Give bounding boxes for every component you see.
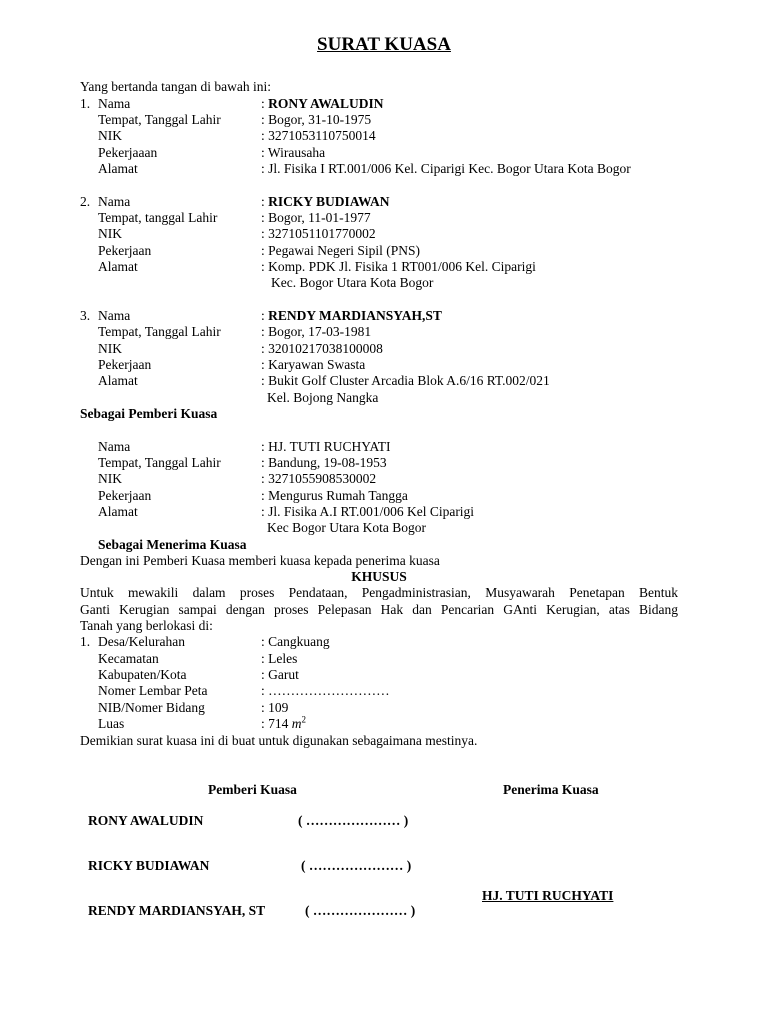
receiver-name-label: Nama — [98, 439, 131, 454]
signer-3-signature: ( ………………… ) — [305, 903, 416, 918]
person-1-nik-label: NIK — [98, 128, 122, 143]
land-nib-label: NIB/Nomer Bidang — [98, 700, 205, 715]
land-peta: : ……………………… — [261, 683, 390, 698]
person-2-name-label: Nama — [98, 194, 131, 209]
person-3-job: : Karyawan Swasta — [261, 357, 366, 372]
penerima-kuasa-heading: Sebagai Menerima Kuasa — [98, 537, 247, 552]
intro-text: Yang bertanda tangan di bawah ini: — [80, 79, 271, 94]
person-3-nik: : 32010217038100008 — [261, 341, 383, 356]
land-luas — [261, 716, 306, 732]
purpose-line-2: Ganti Kerugian sampai dengan proses Pelepasan Hak dan Pencarian GAnti Kerugian, atas Bidang — [80, 602, 678, 617]
person-3-name-label: Nama — [98, 308, 131, 323]
person-1-job-label: Pekerjaaan — [98, 145, 158, 160]
person-2-job-label: Pekerjaan — [98, 243, 152, 258]
receiver-ttl: : Bandung, 19-08-1953 — [261, 455, 387, 470]
person-2-name-value: RICKY BUDIAWAN — [268, 194, 390, 209]
person-1-name-value: RONY AWALUDIN — [268, 96, 384, 111]
document-title: SURAT KUASA — [317, 34, 451, 55]
person-3-job-label: Pekerjaan — [98, 357, 152, 372]
person-3-address: : Bukit Golf Cluster Arcadia Blok A.6/16 RT.002/021 — [261, 373, 550, 388]
receiver-address-label: Alamat — [98, 504, 138, 519]
signer-1-name: RONY AWALUDIN — [88, 813, 204, 828]
closing-text: Demikian surat kuasa ini di buat untuk digunakan sebagaimana mestinya. — [80, 733, 478, 748]
land-kabupaten-label: Kabupaten/Kota — [98, 667, 187, 682]
person-3-ttl-label: Tempat, Tanggal Lahir — [98, 324, 221, 339]
land-peta-label: Nomer Lembar Peta — [98, 683, 208, 698]
person-1-number: 1. — [80, 96, 91, 111]
signer-3-name: RENDY MARDIANSYAH, ST — [88, 903, 266, 918]
person-1-nik: : 3271053110750014 — [261, 128, 376, 143]
signer-2-signature: ( ………………… ) — [301, 858, 412, 873]
person-3-ttl: : Bogor, 17-03-1981 — [261, 324, 372, 339]
person-3-name-value: RENDY MARDIANSYAH,ST — [268, 308, 442, 323]
person-2-address-label: Alamat — [98, 259, 138, 274]
receiver-signature-name: HJ. TUTI RUCHYATI — [482, 888, 614, 903]
receiver-job-label: Pekerjaan — [98, 488, 152, 503]
person-1-job: : Wirausaha — [261, 145, 326, 160]
pemberi-kuasa-label: Pemberi Kuasa — [208, 782, 297, 797]
land-number: 1. — [80, 634, 91, 649]
person-1-name: : RONY AWALUDIN — [261, 96, 384, 111]
person-1-ttl-label: Tempat, Tanggal Lahir — [98, 112, 221, 127]
pemberi-kuasa-heading: Sebagai Pemberi Kuasa — [80, 406, 218, 421]
signer-2-name: RICKY BUDIAWAN — [88, 858, 210, 873]
land-desa: : Cangkuang — [261, 634, 330, 649]
receiver-ttl-label: Tempat, Tanggal Lahir — [98, 455, 221, 470]
receiver-nik-label: NIK — [98, 471, 122, 486]
person-2-name: : RICKY BUDIAWAN — [261, 194, 390, 209]
person-2-nik: : 3271051101770002 — [261, 226, 376, 241]
person-2-job: : Pegawai Negeri Sipil (PNS) — [261, 243, 420, 258]
receiver-address-line2: Kec Bogor Utara Kota Bogor — [267, 520, 426, 535]
person-1-address-label: Alamat — [98, 161, 138, 176]
receiver-job: : Mengurus Rumah Tangga — [261, 488, 408, 503]
person-2-ttl-label: Tempat, tanggal Lahir — [98, 210, 218, 225]
land-nib: : 109 — [261, 700, 289, 715]
person-3-nik-label: NIK — [98, 341, 122, 356]
purpose-line-1: Untuk mewakili dalam proses Pendataan, Pengadministrasian, Musyawarah Penetapan Bentuk — [80, 585, 678, 600]
grant-line: Dengan ini Pemberi Kuasa memberi kuasa kepada penerima kuasa — [80, 553, 440, 568]
penerima-kuasa-label: Penerima Kuasa — [503, 782, 599, 797]
person-1-ttl: : Bogor, 31-10-1975 — [261, 112, 372, 127]
person-3-address-label: Alamat — [98, 373, 138, 388]
person-3-name: : RENDY MARDIANSYAH,ST — [261, 308, 442, 323]
person-3-number: 3. — [80, 308, 91, 323]
person-1-address: : Jl. Fisika I RT.001/006 Kel. Ciparigi Kec. Bogor Utara Kota Bogor — [261, 161, 631, 176]
person-2-address: : Komp. PDK Jl. Fisika 1 RT001/006 Kel. Ciparigi — [261, 259, 536, 274]
receiver-address: : Jl. Fisika A.I RT.001/006 Kel Ciparigi — [261, 504, 475, 519]
person-2-number: 2. — [80, 194, 91, 209]
land-kecamatan: : Leles — [261, 651, 298, 666]
land-desa-label: Desa/Kelurahan — [98, 634, 185, 649]
land-luas-exponent: 2 — [301, 714, 307, 725]
land-luas-value: : 714 — [261, 716, 292, 731]
signer-1-signature: ( ………………… ) — [298, 813, 409, 828]
person-3-address-line2: Kel. Bojong Nangka — [267, 390, 379, 405]
person-2-ttl: : Bogor, 11-01-1977 — [261, 210, 371, 225]
khusus-heading: KHUSUS — [351, 569, 407, 584]
land-kabupaten: : Garut — [261, 667, 299, 682]
receiver-nik: : 3271055908530002 — [261, 471, 377, 486]
land-luas-label: Luas — [98, 716, 125, 731]
purpose-line-3: Tanah yang berlokasi di: — [80, 618, 213, 633]
land-kecamatan-label: Kecamatan — [98, 651, 159, 666]
land-luas-unit: m — [291, 716, 302, 731]
person-2-nik-label: NIK — [98, 226, 122, 241]
person-2-address-line2: Kec. Bogor Utara Kota Bogor — [271, 275, 434, 290]
receiver-name: : HJ. TUTI RUCHYATI — [261, 439, 391, 454]
person-1-name-label: Nama — [98, 96, 131, 111]
